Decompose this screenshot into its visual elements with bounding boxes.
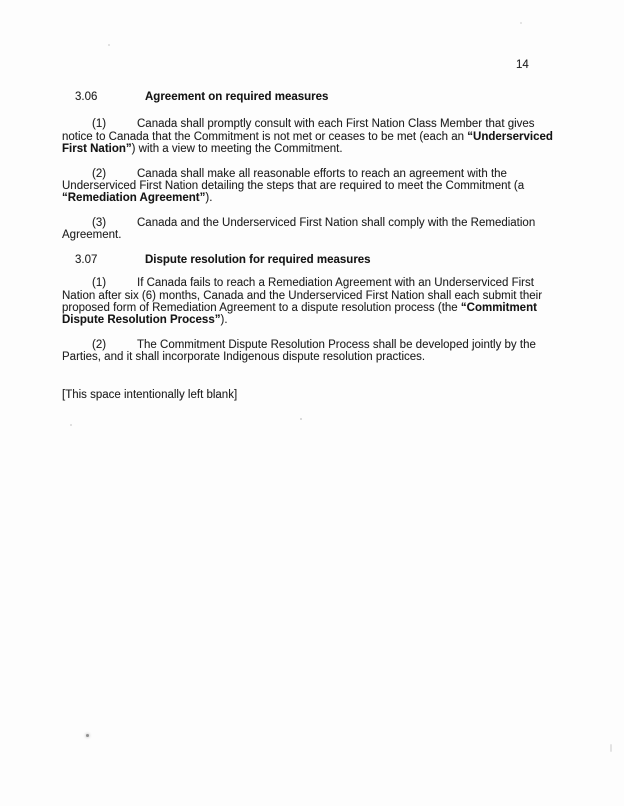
- section-heading-3-07: [62, 254, 579, 266]
- paragraph-marker: (3): [92, 217, 107, 230]
- paragraph-3-06-3: [62, 217, 579, 242]
- section-heading-3-06: [62, 91, 579, 103]
- page-number: 14: [516, 59, 529, 71]
- text-segment: Agreement.: [62, 229, 122, 242]
- text-segment: Canada and the Underserviced First Nation shall comply with the Remediation: [137, 217, 536, 230]
- paragraph-marker: (1): [92, 277, 107, 290]
- scan-speck: [300, 418, 302, 420]
- section-number: 3.07: [75, 254, 98, 267]
- defined-term-segment: Dispute Resolution Process”: [62, 314, 221, 327]
- text-segment: The Commitment Dispute Resolution Process shall be developed jointly by the: [137, 339, 536, 352]
- text-segment: notice to Canada that the Commitment is not met or ceases to be met (each an: [62, 130, 468, 143]
- paragraph-3-06-1: [62, 118, 579, 155]
- text-line: [62, 302, 579, 314]
- text-segment: Canada shall make all reasonable efforts to reach an agreement with the: [137, 167, 507, 180]
- scan-speck: [520, 22, 522, 24]
- paragraph-marker: (2): [92, 339, 107, 352]
- text-line: [62, 314, 579, 326]
- text-line: [62, 217, 579, 229]
- paragraph-3-07-2: [62, 339, 579, 364]
- text-segment: ) with a view to meeting the Commitment.: [131, 142, 343, 155]
- text-segment: Canada shall promptly consult with each First Nation Class Member that gives: [137, 118, 535, 131]
- text-line: [62, 143, 579, 155]
- document-content: [62, 91, 579, 401]
- scan-speck: [86, 734, 89, 737]
- text-line: [62, 277, 579, 289]
- text-segment: ).: [205, 192, 213, 205]
- defined-term-segment: “Remediation Agreement”: [62, 192, 206, 205]
- scan-speck: [70, 424, 72, 426]
- defined-term-segment: “Underserviced: [467, 130, 553, 143]
- section-number: 3.06: [75, 91, 98, 103]
- text-line: [62, 351, 579, 363]
- paragraph-3-06-2: [62, 168, 579, 205]
- text-line: [62, 168, 579, 180]
- text-segment: ).: [220, 314, 228, 327]
- section-title: Dispute resolution for required measures: [145, 254, 371, 267]
- text-line: [62, 229, 579, 241]
- paragraph-3-07-1: [62, 277, 579, 326]
- text-segment: If Canada fails to reach a Remediation Agreement with an Underserviced First: [137, 277, 534, 290]
- text-line: [62, 131, 579, 143]
- text-segment: Parties, and it shall incorporate Indigenous dispute resolution practices.: [62, 351, 426, 364]
- scan-speck: [610, 744, 612, 752]
- text-segment: Nation after six (6) months, Canada and the Underserviced First Nation shall each submit their: [62, 289, 543, 302]
- defined-term-segment: “Commitment: [460, 302, 537, 315]
- scan-speck: [108, 44, 110, 46]
- text-line: [62, 180, 579, 192]
- text-line: [62, 339, 579, 351]
- paragraph-marker: (1): [92, 118, 107, 131]
- intentionally-blank-note: [This space intentionally left blank]: [62, 388, 238, 401]
- defined-term-segment: First Nation”: [62, 142, 132, 155]
- paragraph-marker: (2): [92, 167, 107, 180]
- text-line: [62, 290, 579, 302]
- text-segment: Underserviced First Nation detailing the steps that are required to meet the Commitment (a: [62, 179, 525, 192]
- section-title: Agreement on required measures: [145, 91, 329, 103]
- text-line: [62, 192, 579, 204]
- text-line: [62, 118, 579, 130]
- text-segment: proposed form of Remediation Agreement to a dispute resolution process (the: [62, 302, 461, 315]
